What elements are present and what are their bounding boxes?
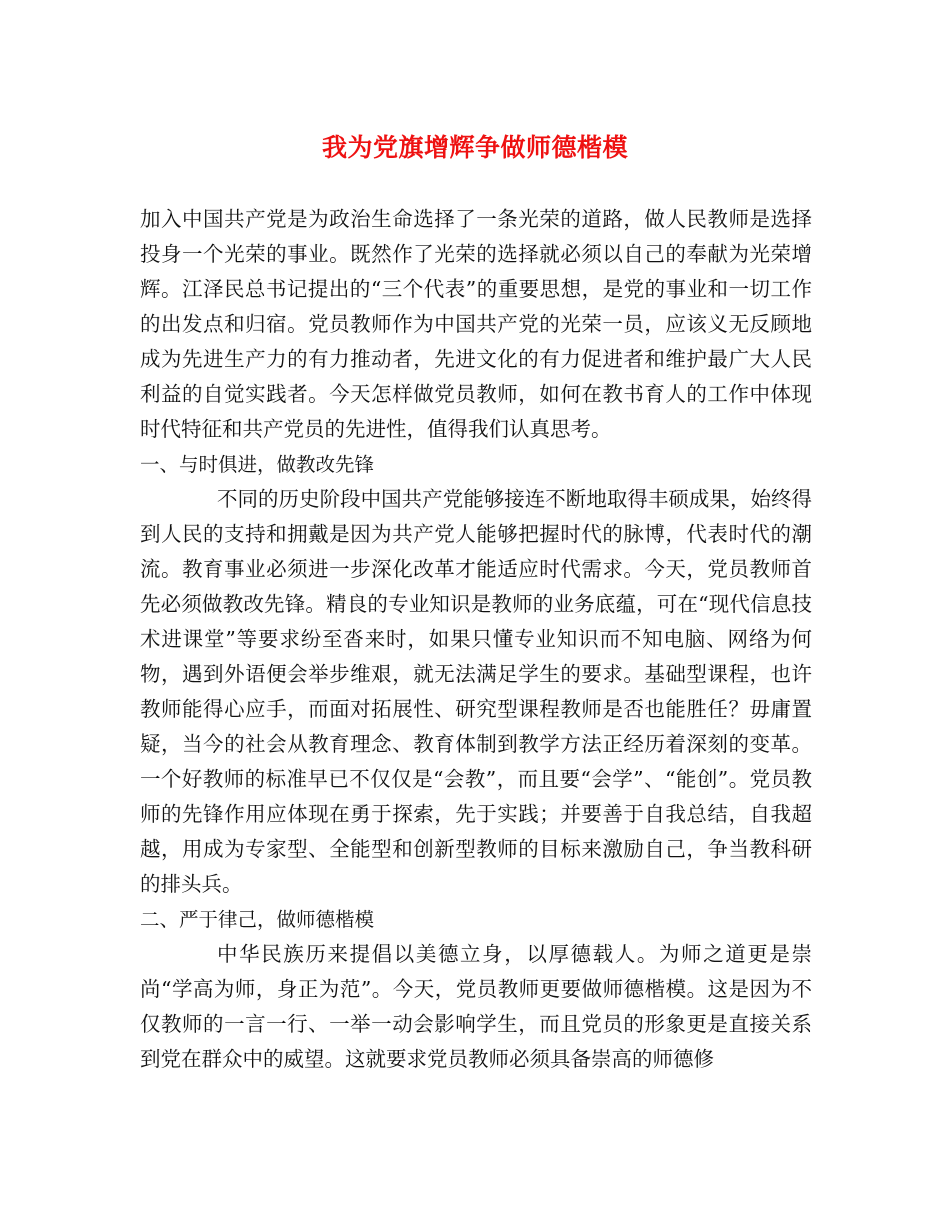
section-2-paragraph: 中华民族历来提倡以美德立身，以厚德载人。为师之道更是崇尚“学高为师，身正为范”。今天，党员教师更要做师德楷模。这是因为不仅教师的一言一行、一举一动会影响学生，而且党员的形象更是直接关系到党在群众中的威望。这就要求党员教师必须具备崇高的师德修: [140, 942, 812, 1071]
section-1-paragraph: 不同的历史阶段中国共产党能够接连不断地取得丰硕成果，始终得到人民的支持和拥戴是因为共产党人能够把握时代的脉博，代表时代的潮流。教育事业必须进一步深化改革才能适应时代需求。今天，党员教师首先必须做教改先锋。精良的专业知识是教师的业务底蕴，可在“现代信息技术进课堂”等要求纷至沓来时，如果只懂专业知识而不知电脑、网络为何物，遇到外语便会举步维艰，就无法满足学生的要求。基础型课程，也许教师能得心应手，而面对拓展性、研究型课程教师是否也能胜任？毋庸置疑，当今的社会从教育理念、教育体制到教学方法正经历着深刻的变革。一个好教师的标准早已不仅仅是“会教”，而且要“会学”、“能创”。党员教师的先锋作用应体现在勇于探索，先于实践；并要善于自我总结，自我超越，用成为专家型、全能型和创新型教师的目标来激励自己，争当教科研的排头兵。: [140, 487, 812, 896]
document-body: [140, 202, 812, 1077]
section-2-heading: 二、严于律己，做师德楷模: [140, 908, 375, 931]
section-1-heading: 一、与时俱进，做教改先锋: [140, 453, 375, 476]
document-title: 我为党旗增辉争做师德楷模: [321, 133, 628, 162]
intro-paragraph: 加入中国共产党是为政治生命选择了一条光荣的道路，做人民教师是选择投身一个光荣的事业。既然作了光荣的选择就必须以自己的奉献为光荣增辉。江泽民总书记提出的“三个代表”的重要思想，是党的事业和一切工作的出发点和归宿。党员教师作为中国共产党的光荣一员，应该义无反顾地成为先进生产力的有力推动者，先进文化的有力促进者和维护最广大人民利益的自觉实践者。今天怎样做党员教师，如何在教书育人的工作中体现时代特征和共产党员的先进性，值得我们认真思考。: [140, 207, 812, 441]
